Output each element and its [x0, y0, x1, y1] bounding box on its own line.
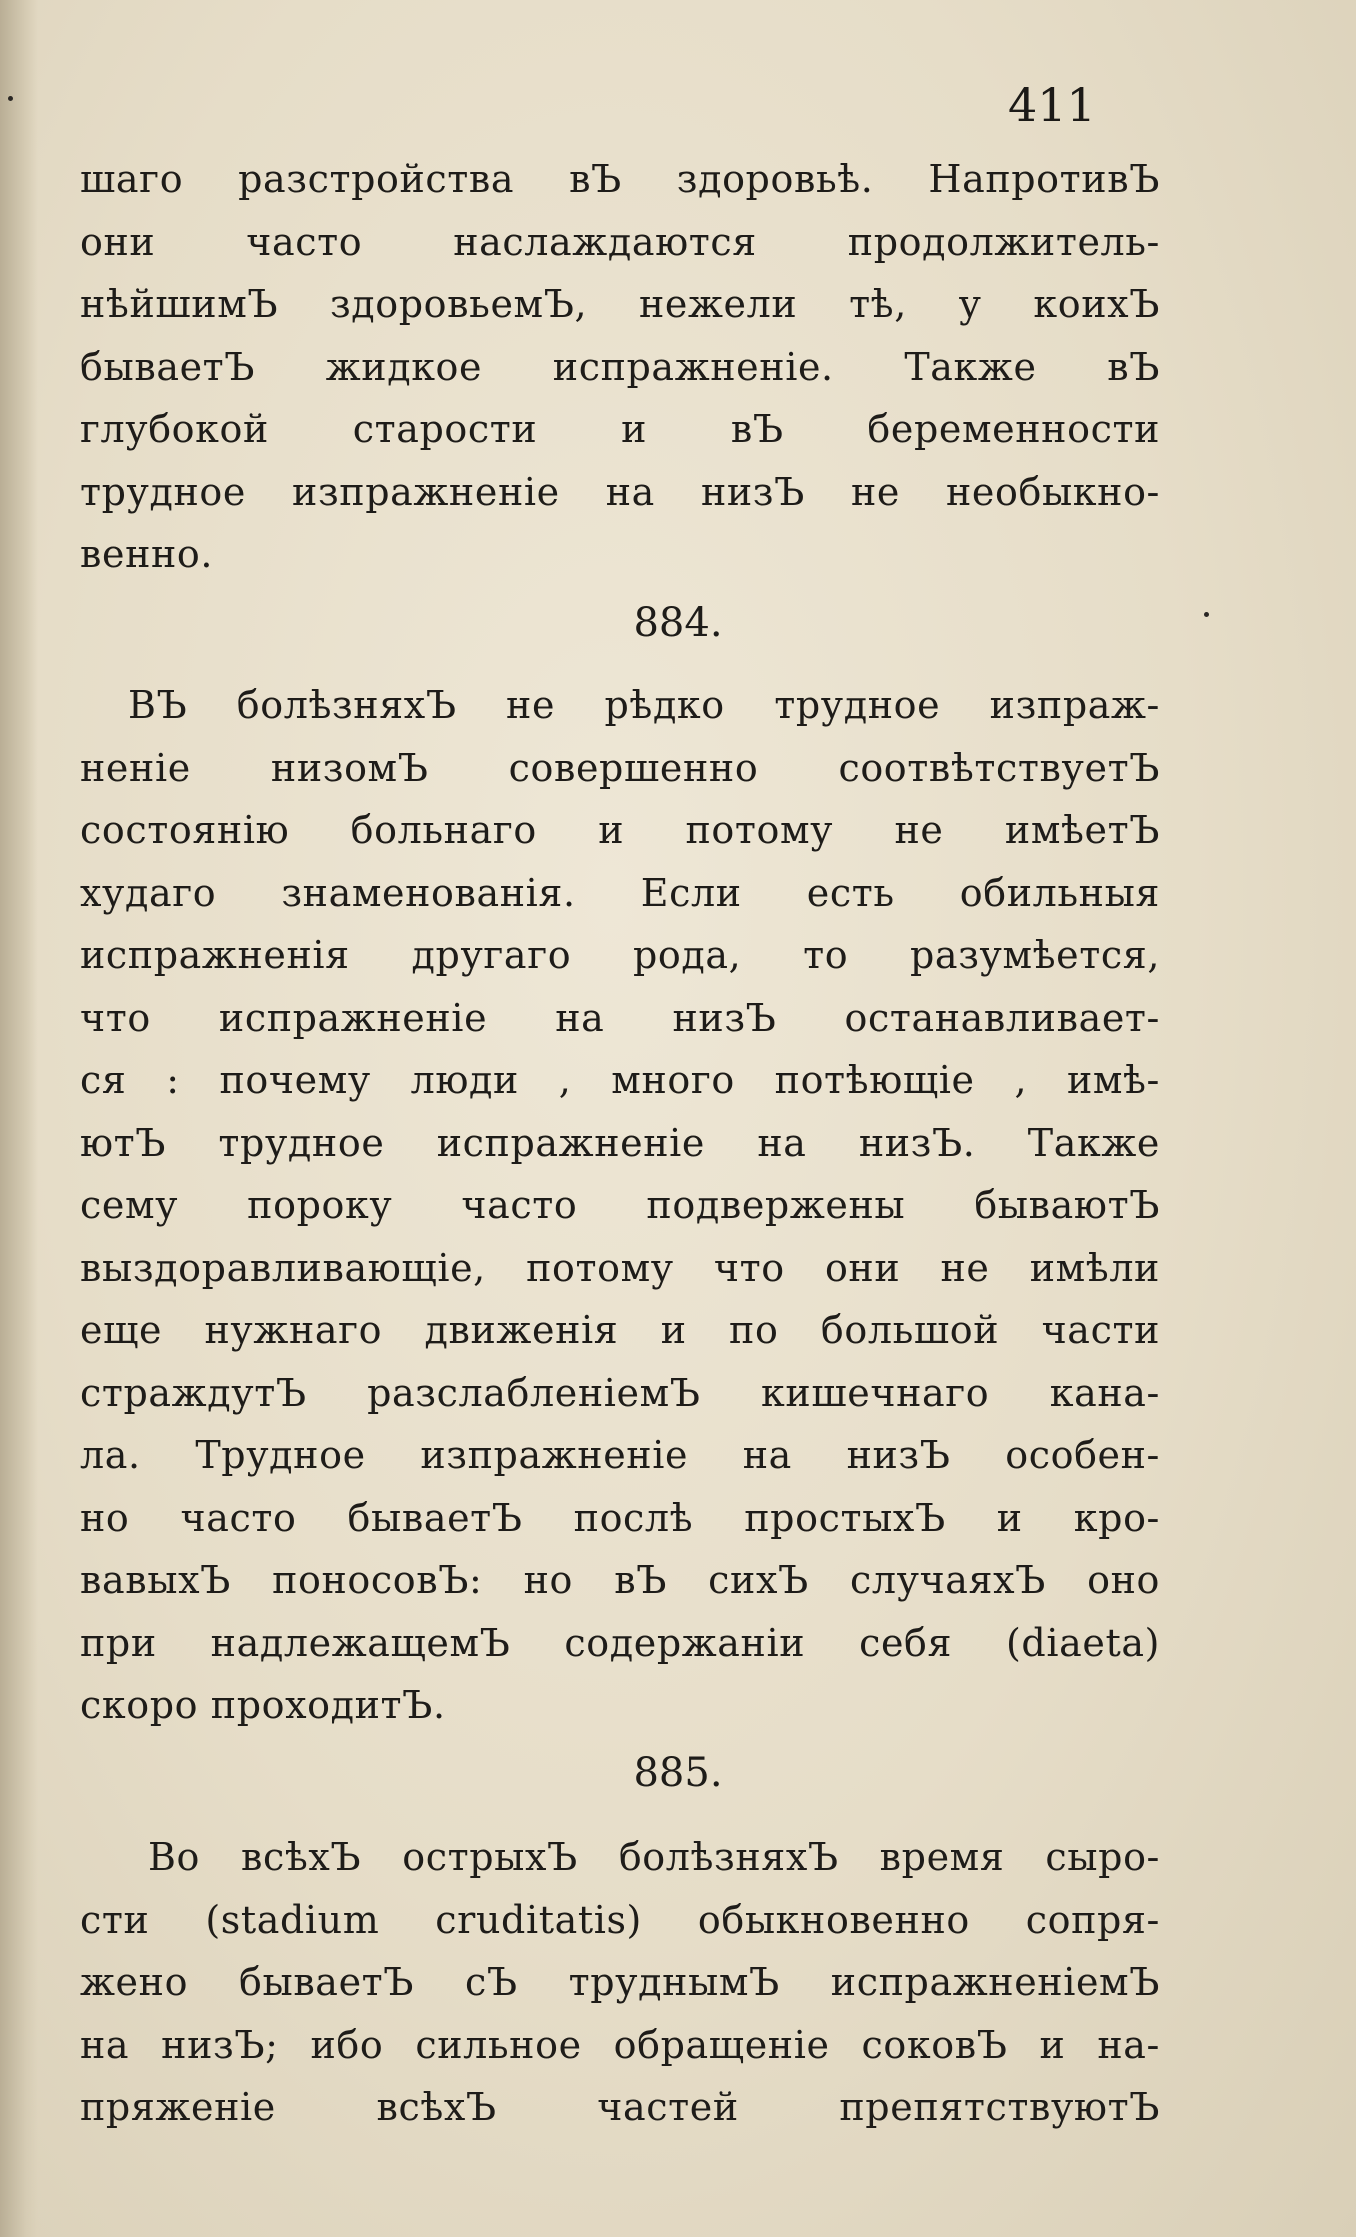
text-line: но часто бываетЪ послѣ простыхЪ и кро- — [80, 1495, 1160, 1540]
paragraph-continuation — [80, 148, 1160, 586]
text-line: пряженіе всѣхЪ частей препятствуютЪ — [80, 2085, 1160, 2129]
text-line: неніе низомЪ совершенно соотвѣтствуетЪ — [80, 745, 1160, 790]
text-line: сти (stadium cruditatis) обыкновенно сопря- — [80, 1897, 1160, 1942]
text-line: бываетЪ жидкое испражненіе. Также вЪ — [80, 344, 1160, 389]
text-line: жено бываетЪ сЪ труднымЪ испражненіемЪ — [80, 1960, 1160, 2004]
paper-speck — [8, 96, 13, 101]
text-line: сему пороку часто подвержены бываютЪ — [80, 1183, 1160, 1227]
text-line: ютЪ трудное испражненіе на низЪ. Также — [80, 1120, 1160, 1165]
text-line: глубокой старости и вЪ беременности — [80, 407, 1160, 451]
text-line: ла. Трудное изпражненіе на низЪ особен- — [80, 1433, 1160, 1477]
text-line: страждутЪ разслабленіемЪ кишечнаго кана- — [80, 1370, 1160, 1415]
section-number-885: 885. — [633, 1750, 723, 1796]
text-line: состоянію больнаго и потому не имѣетЪ — [80, 808, 1160, 852]
text-line: вавыхЪ поносовЪ: но вЪ сихЪ случаяхЪ оно — [80, 1558, 1160, 1602]
text-line: скоро проходитЪ. — [80, 1683, 446, 1727]
text-line: при надлежащемЪ содержаніи себя (diaeta) — [80, 1620, 1160, 1665]
text-line: на низЪ; ибо сильное обращеніе соковЪ и на- — [80, 2022, 1160, 2067]
section-number-884: 884. — [633, 600, 723, 646]
text-line: ВЪ болѣзняхЪ не рѣдко трудное изпраж- — [128, 683, 1160, 727]
text-line: венно. — [80, 532, 214, 576]
text-line: еще нужнаго движенія и по большой части — [80, 1308, 1160, 1352]
text-line: выздоравливающіе, потому что они не имѣли — [80, 1245, 1160, 1290]
text-line: они часто наслаждаются продолжитель- — [80, 219, 1160, 264]
paragraph-885 — [80, 1826, 1160, 2139]
text-line: нѣйшимЪ здоровьемЪ, нежели тѣ, у коихЪ — [80, 282, 1160, 326]
page-number: 411 — [1008, 78, 1096, 132]
text-line: ся : почему люди , много потѣющіе , имѣ- — [80, 1058, 1160, 1102]
text-line: трудное изпражненіе на низЪ не необыкно- — [80, 469, 1160, 514]
text-line: худаго знаменованія. Если есть обильныя — [80, 870, 1160, 915]
text-line: шаго разстройства вЪ здоровьѣ. НапротивЪ — [80, 157, 1160, 201]
paragraph-884 — [80, 674, 1160, 1737]
page-binding-shadow — [0, 0, 38, 2237]
text-line: что испражненіе на низЪ останавливает- — [80, 995, 1160, 1040]
text-line: Во всѣхЪ острыхЪ болѣзняхЪ время сыро- — [148, 1835, 1160, 1879]
text-line: испражненія другаго рода, то разумѣется, — [80, 933, 1160, 977]
